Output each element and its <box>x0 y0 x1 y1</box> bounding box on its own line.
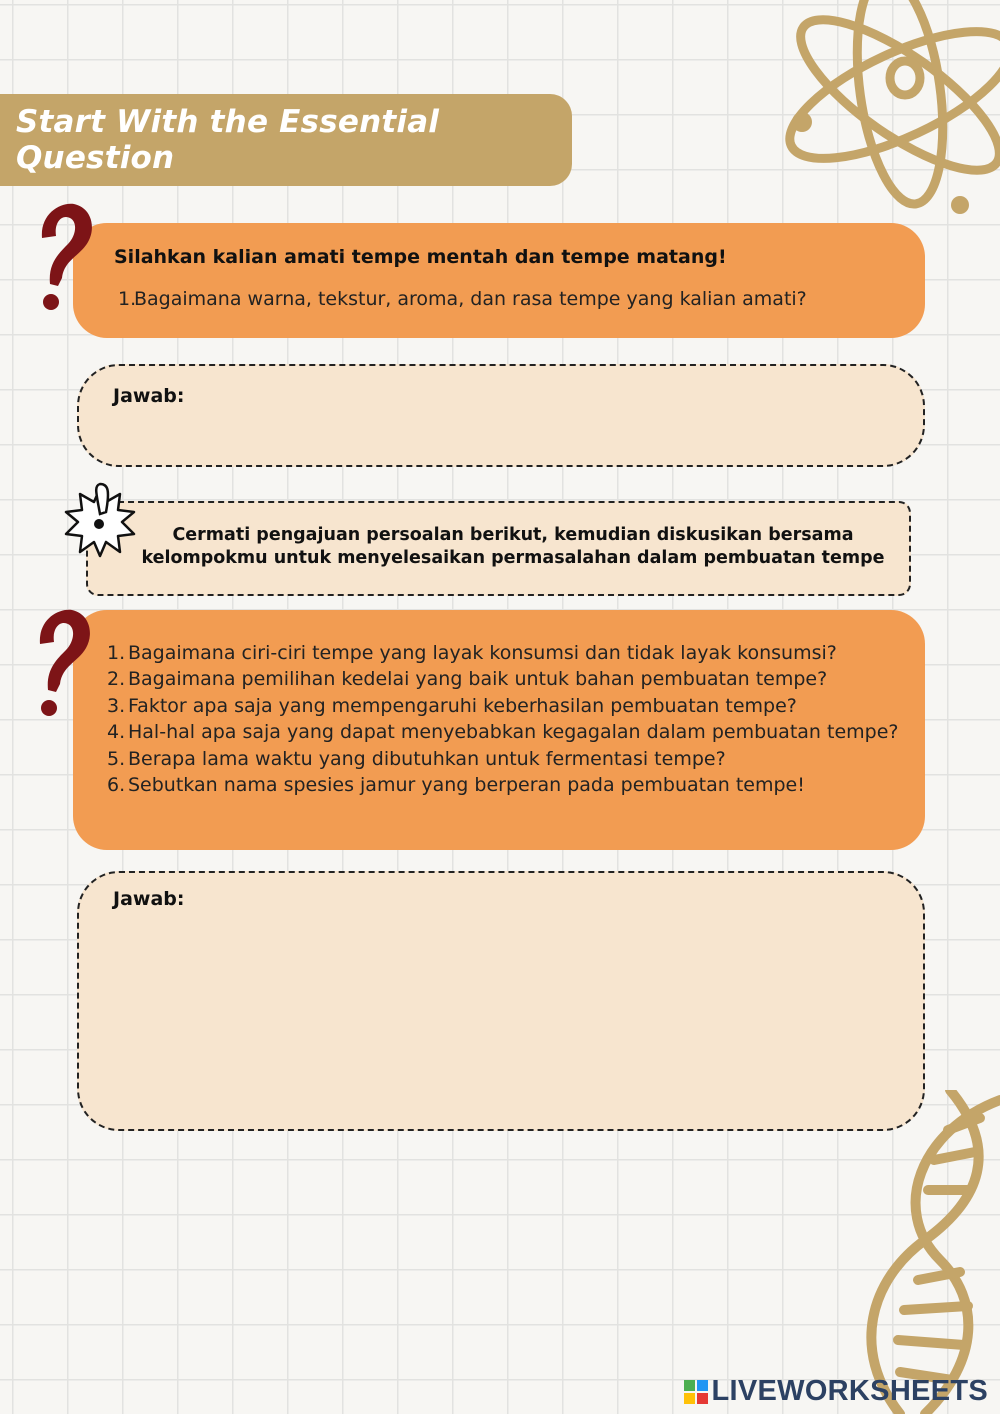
list-item <box>107 640 907 666</box>
header-banner <box>0 94 572 186</box>
question-text: Bagaimana ciri-ciri tempe yang layak konsumsi dan tidak layak konsumsi? <box>128 642 837 664</box>
info-line-2: kelompokmu untuk menyelesaikan permasalahan dalam pembuatan tempe <box>141 548 885 568</box>
question-number: 3. <box>107 694 126 717</box>
question-number: 4. <box>107 721 126 744</box>
question-mark-icon <box>34 200 96 316</box>
question-text: Sebutkan nama spesies jamur yang berperan pada pembuatan tempe! <box>128 774 805 797</box>
question-box-1 <box>73 223 925 338</box>
watermark-text: LIVEWORKSHEETS <box>711 1375 988 1407</box>
answer-box-1[interactable] <box>77 364 925 467</box>
dna-icon <box>830 1090 1000 1414</box>
answer-label-1: Jawab: <box>113 385 185 407</box>
section1-question <box>118 288 807 310</box>
question-text: Faktor apa saja yang mempengaruhi keberhasilan pembuatan tempe? <box>128 694 797 717</box>
atom-icon <box>760 0 1000 225</box>
section2-question-list <box>107 640 907 798</box>
question-text: Hal-hal apa saja yang dapat menyebabkan kegagalan dalam pembuatan tempe? <box>128 721 899 744</box>
list-item <box>107 772 907 798</box>
answer-box-2[interactable] <box>77 871 925 1131</box>
question-number: 2. <box>107 668 126 691</box>
question-number: 6. <box>107 774 126 797</box>
question-text: Bagaimana warna, tekstur, aroma, dan rasa tempe yang kalian amati? <box>134 288 807 310</box>
list-item <box>107 666 907 692</box>
page-title: Start With the Essential Question <box>16 104 440 176</box>
section1-heading: Silahkan kalian amati tempe mentah dan tempe matang! <box>114 246 727 268</box>
question-mark-icon <box>32 606 94 722</box>
question-text: Bagaimana pemilihan kedelai yang baik untuk bahan pembuatan tempe? <box>128 668 828 691</box>
list-item <box>107 693 907 719</box>
liveworksheets-logo-icon <box>684 1380 708 1404</box>
info-line-1: Cermati pengajuan persoalan berikut, kemudian diskusikan bersama <box>172 525 854 545</box>
question-number: 5. <box>107 747 126 770</box>
info-text <box>118 524 908 570</box>
list-item <box>107 746 907 772</box>
question-number: 1. <box>118 288 137 310</box>
question-text: Berapa lama waktu yang dibutuhkan untuk fermentasi tempe? <box>128 747 726 770</box>
question-number: 1. <box>107 642 126 664</box>
liveworksheets-logo <box>684 1375 989 1408</box>
list-item <box>107 719 907 745</box>
answer-label-2: Jawab: <box>113 888 185 910</box>
